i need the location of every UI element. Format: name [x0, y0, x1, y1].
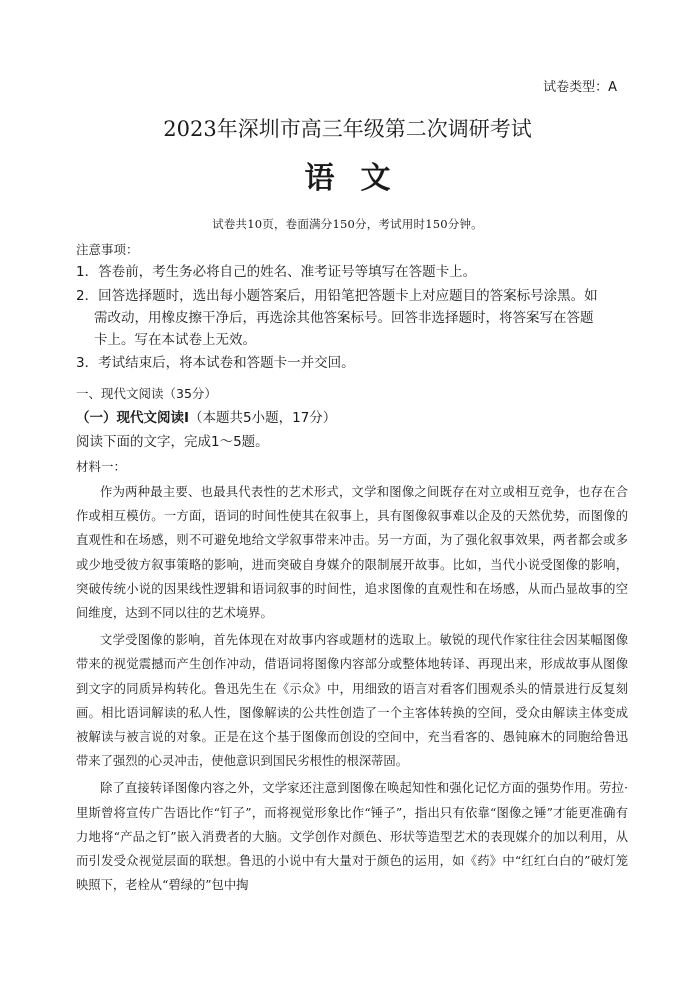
note-item-2: 2．回答选择题时，选出每小题答案后，用铅笔把答题卡上对应题目的答案标号涂黑。如 [76, 288, 598, 304]
exam-info: 试卷共10页，卷面满分150分，考试用时150分钟。 [212, 217, 483, 231]
subsection-score: （本题共5小题，17分） [189, 410, 337, 426]
reading-instruction: 阅读下面的文字，完成1～5题。 [76, 434, 269, 450]
material-label: 材料一： [76, 459, 127, 474]
section-heading: 一、现代文阅读（35分） [76, 386, 217, 401]
notes-heading: 注意事项： [76, 242, 139, 257]
paragraph: 文学受图像的影响，首先体现在对故事内容或题材的选取上。敏锐的现代作家往往会因某幅图像带来的视觉震撼而产生创作冲动，借语词将图像内容部分或整体地转译、再现出来，形成故事从图像到文字的同质异构转化。鲁迅先生在《示众》中，用细致的语言对看客们围观杀头的情景进行反复刻画。相比语词解读的私人性，图像解读的公共性创造了一个主客体转换的空间，受众由解读主体变成被解读与被言说的对象。正是在这个基于图像而创设的空间中，充当看客的、愚钝麻木的同胞给鲁迅带来了强烈的心灵冲击，使他意识到国民劣根性的根深蒂固。 [76, 633, 628, 769]
subsection-title: （一）现代文阅读Ⅰ [76, 410, 190, 426]
note-item-2-cont-2: 卡上。写在本试卷上无效。 [94, 332, 256, 348]
paragraph: 除了直接转译图像内容之外，文学家还注意到图像在唤起知性和强化记忆方面的强势作用。劳拉·里斯曾将宣传广告语比作“钉子”，而将视觉形象比作“锤子”，指出只有依靠“图像之锤”才能更准确有力地将“产品之钉”嵌入消费者的大脑。文学创作对颜色、形状等造型艺术的表现媒介的加以利用，从而引发受众视觉层面的联想。鲁迅的小说中有大量对于颜色的运用，如《药》中“红红白白的”破灯笼映照下，老栓从“碧绿的”包中掏 [76, 781, 628, 893]
subject-title: 语文 [304, 161, 417, 196]
note-item-1: 1．答卷前，考生务必将自己的姓名、准考证号等填写在答题卡上。 [76, 264, 477, 280]
material-body [76, 480, 628, 897]
paragraph: 作为两种最主要、也最具代表性的艺术形式，文学和图像之间既存在对立或相互竞争，也存在合作或相互模仿。一方面，语词的时间性使其在叙事上，具有图像叙事难以企及的天然优势，而图像的直观性和在场感，则不可避免地给文学叙事带来冲击。另一方面，为了强化叙事效果，两者都会或多或少地受彼方叙事策略的影响，进而突破自身媒介的限制展开故事。比如，当代小说受图像的影响，突破传统小说的因果线性逻辑和语词叙事的时间性，追求图像的直观性和在场感，从而凸显故事的空间维度，达到不同以往的艺术境界。 [76, 485, 628, 621]
note-item-2-cont-1: 需改动，用橡皮擦干净后，再选涂其他答案标号。回答非选择题时，将答案写在答题 [94, 310, 594, 326]
exam-type-label: 试卷类型：A [543, 80, 617, 95]
exam-title: 2023年深圳市高三年级第二次调研考试 [163, 117, 532, 141]
subsection-heading [76, 406, 336, 426]
note-item-3: 3．考试结束后，将本试卷和答题卡一并交回。 [76, 355, 355, 371]
